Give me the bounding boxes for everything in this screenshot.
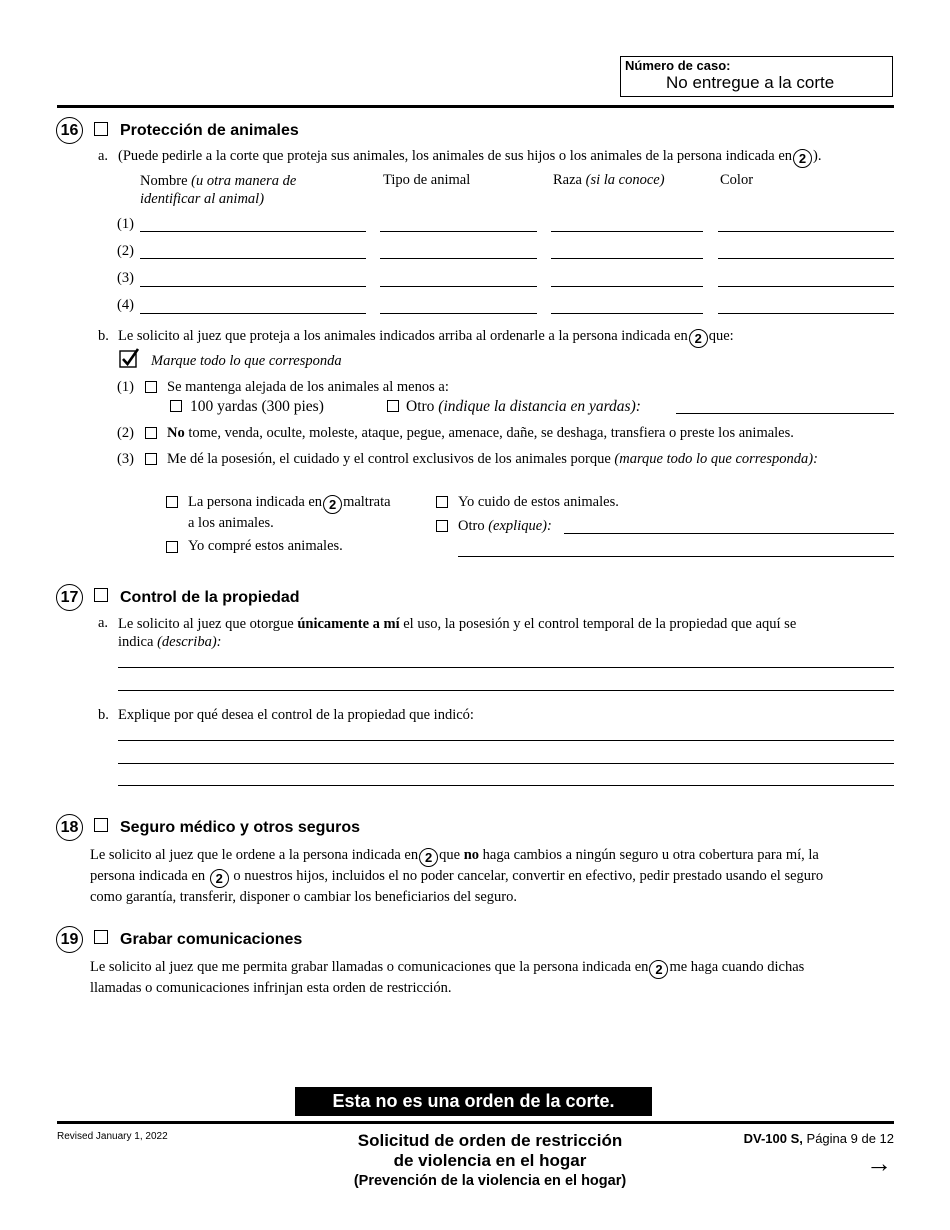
form-title: Solicitud de orden de restricción de violencia en el hogar (Prevención de la violencia en el hogar) xyxy=(353,1131,627,1189)
case-number-label: Número de caso: xyxy=(625,58,731,73)
distance-other-label: Otro (indique la distancia en yardas): xyxy=(406,398,641,415)
animal-color-field[interactable] xyxy=(718,286,894,287)
distance-100-yards-checkbox[interactable] xyxy=(170,400,182,412)
s16a-text: (Puede pedirle a la corte que proteja sus animales, los animales de sus hijos o los animales de la persona indicada en 2 ). xyxy=(118,148,822,166)
s17b-text: Explique por qué desea el control de la propiedad que indicó: xyxy=(118,707,474,723)
property-description-field-2[interactable] xyxy=(118,690,894,691)
case-number-box xyxy=(620,56,893,97)
reason-care-checkbox[interactable] xyxy=(436,496,448,508)
party-2-ref: 2 xyxy=(649,960,668,979)
section-17-number: 17 xyxy=(56,584,83,611)
s16b-letter: b. xyxy=(98,328,109,344)
check-all-instruction: Marque todo lo que corresponda xyxy=(151,353,342,369)
animal-color-field[interactable] xyxy=(718,231,894,232)
section-18-checkbox[interactable] xyxy=(94,818,108,832)
s16b-item3-num: (3) xyxy=(117,451,134,467)
reason-other-label: Otro (explique): xyxy=(458,518,552,534)
not-court-order-banner: Esta no es una orden de la corte. xyxy=(295,1087,652,1116)
checkmark-icon xyxy=(119,348,140,369)
animal-breed-field[interactable] xyxy=(551,313,703,314)
s16b-item1-text: Se mantenga alejada de los animales al menos a: xyxy=(167,379,449,395)
distance-other-checkbox[interactable] xyxy=(387,400,399,412)
s16b-item3-text: Me dé la posesión, el cuidado y el control exclusivos de los animales porque (marque todo lo que corresponda): xyxy=(167,451,818,467)
s16a-letter: a. xyxy=(98,148,109,164)
s16b-item2-text: No tome, venda, oculte, moleste, ataque, pegue, amenace, dañe, se deshaga, transfiera o preste los animales. xyxy=(167,425,794,441)
reason-bought-checkbox[interactable] xyxy=(166,541,178,553)
s16b-item1-num: (1) xyxy=(117,379,134,395)
col-type-header: Tipo de animal xyxy=(383,172,471,188)
section-17-checkbox[interactable] xyxy=(94,588,108,602)
property-reason-field-3[interactable] xyxy=(118,785,894,786)
party-2-ref: 2 xyxy=(689,329,708,348)
animal-row-label: (1) xyxy=(117,216,134,232)
col-name-header: Nombre (u otra manera de identificar al animal) xyxy=(140,173,297,207)
animal-name-field[interactable] xyxy=(140,258,366,259)
s17a-letter: a. xyxy=(98,615,109,631)
footer-rule xyxy=(57,1121,894,1124)
reason-care-label: Yo cuido de estos animales. xyxy=(458,494,619,510)
animal-name-field[interactable] xyxy=(140,286,366,287)
stay-away-checkbox[interactable] xyxy=(145,381,157,393)
s16b-item2-num: (2) xyxy=(117,425,134,441)
form-page-id: DV-100 S, Página 9 de 12 xyxy=(743,1131,894,1146)
animal-row-label: (3) xyxy=(117,270,134,286)
section-16-checkbox[interactable] xyxy=(94,122,108,136)
animal-name-field[interactable] xyxy=(140,231,366,232)
party-2-ref: 2 xyxy=(419,848,438,867)
section-17-title: Control de la propiedad xyxy=(120,589,300,606)
revised-date: Revised January 1, 2022 xyxy=(57,1131,168,1142)
s18-text: Le solicito al juez que le ordene a la persona indicada en 2 que no haga cambios a ningún seguro u otra cobertura para mí, la persona indicada en 2 o nuestros hijos, incluidos el no poder cancelar, convertir en efectivo, pedir prestado usando el seguro como garantía, transferir, disponer o cambiar los beneficiarios del seguro. xyxy=(90,847,824,905)
no-take-animals-checkbox[interactable] xyxy=(145,427,157,439)
section-16-number: 16 xyxy=(56,117,83,144)
section-18-title: Seguro médico y otros seguros xyxy=(120,819,361,836)
animal-name-field[interactable] xyxy=(140,313,366,314)
animal-breed-field[interactable] xyxy=(551,258,703,259)
animal-breed-field[interactable] xyxy=(551,286,703,287)
party-2-ref: 2 xyxy=(793,149,812,168)
animal-row-label: (2) xyxy=(117,243,134,259)
animal-type-field[interactable] xyxy=(380,313,537,314)
s17b-letter: b. xyxy=(98,707,109,723)
col-breed-header: Raza (si la conoce) xyxy=(553,172,665,188)
s16b-text: Le solicito al juez que proteja a los animales indicados arriba al ordenarle a la persona indicada en 2 que: xyxy=(118,328,734,346)
section-19-checkbox[interactable] xyxy=(94,930,108,944)
reason-other-field[interactable] xyxy=(564,533,894,534)
reason-other-checkbox[interactable] xyxy=(436,520,448,532)
reason-other-field-2[interactable] xyxy=(458,556,894,557)
exclusive-control-checkbox[interactable] xyxy=(145,453,157,465)
case-number-value[interactable]: No entregue a la corte xyxy=(666,73,835,92)
animal-type-field[interactable] xyxy=(380,286,537,287)
section-19-number: 19 xyxy=(56,926,83,953)
s17a-text: Le solicito al juez que otorgue únicamente a mí el uso, la posesión y el control temporal de la propiedad que aquí se indica (describa): xyxy=(118,616,797,650)
party-2-ref: 2 xyxy=(323,495,342,514)
distance-100-yards-label: 100 yardas (300 pies) xyxy=(190,398,324,415)
s19-text: Le solicito al juez que me permita grabar llamadas o comunicaciones que la persona indicada en 2 me haga cuando dichas llamadas o comunicaciones infrinjan esta orden de restricción. xyxy=(90,959,805,996)
property-reason-field-2[interactable] xyxy=(118,763,894,764)
party-2-ref: 2 xyxy=(210,869,229,888)
animal-type-field[interactable] xyxy=(380,231,537,232)
animal-color-field[interactable] xyxy=(718,313,894,314)
col-color-header: Color xyxy=(720,172,754,188)
section-16-title: Protección de animales xyxy=(120,122,299,139)
section-19-title: Grabar comunicaciones xyxy=(120,931,303,948)
animal-color-field[interactable] xyxy=(718,258,894,259)
animal-row-label: (4) xyxy=(117,297,134,313)
property-description-field[interactable] xyxy=(118,667,894,668)
distance-other-field[interactable] xyxy=(676,413,894,414)
next-page-arrow-icon[interactable]: → xyxy=(866,1148,892,1178)
reason-bought-label: Yo compré estos animales. xyxy=(188,538,343,554)
reason-abuse-checkbox[interactable] xyxy=(166,496,178,508)
property-reason-field[interactable] xyxy=(118,740,894,741)
header-rule xyxy=(57,105,894,108)
animal-breed-field[interactable] xyxy=(551,231,703,232)
reason-abuse-label: La persona indicada en 2 maltrata a los animales. xyxy=(188,494,391,531)
section-18-number: 18 xyxy=(56,814,83,841)
animal-type-field[interactable] xyxy=(380,258,537,259)
